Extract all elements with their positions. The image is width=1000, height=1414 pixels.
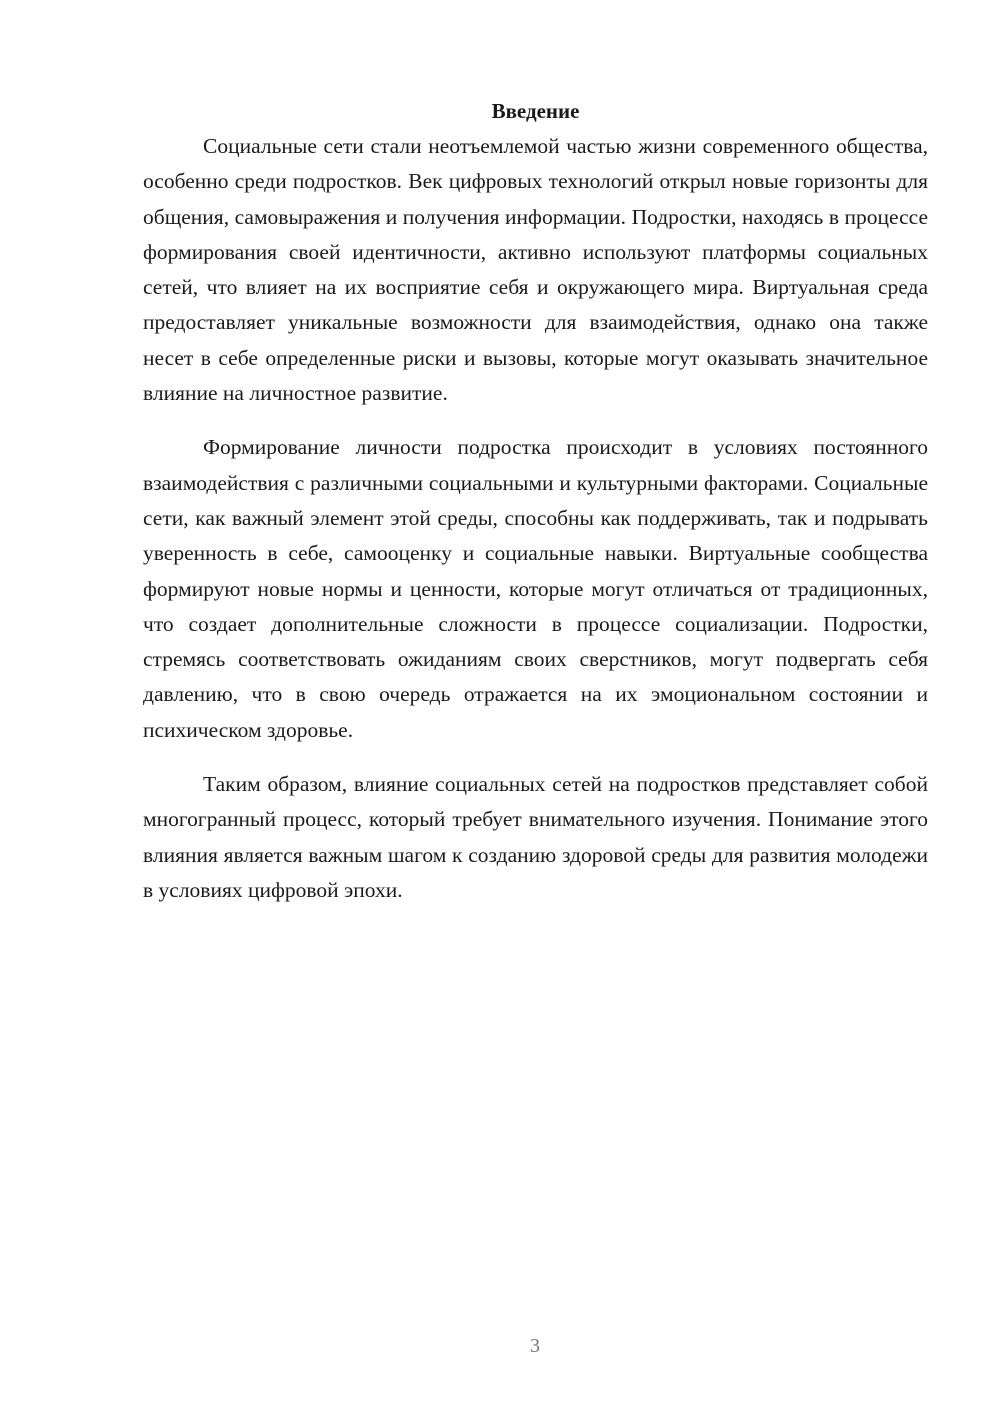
paragraph-3: Таким образом, влияние социальных сетей на подростков представляет собой многогранный процесс, который требует внимательного изучения. Понимание этого влияния является важным шагом к созданию здоровой среды для развития молодежи в условиях цифровой эпохи.	[143, 772, 928, 902]
page-number: 3	[530, 1335, 540, 1357]
section-heading: Введение	[491, 99, 580, 123]
paragraph-1: Социальные сети стали неотъемлемой частью жизни современного общества, особенно среди подростков. Век цифровых технологий открыл новые горизонты для общения, самовыражения и получения информации. Подростки, находясь в процессе формирования своей идентичности, активно используют платформы социальных сетей, что влияет на их восприятие себя и окружающего мира. Виртуальная среда предоставляет уникальные возможности для взаимодействия, однако она также несет в себе определенные риски и вызовы, которые могут оказывать значительное влияние на личностное развитие.	[143, 134, 928, 406]
paragraph-2: Формирование личности подростка происходит в условиях постоянного взаимодействия с различными социальными и культурными факторами. Социальные сети, как важный элемент этой среды, способны как поддерживать, так и подрывать уверенность в себе, самооценку и социальные навыки. Виртуальные сообщества формируют новые нормы и ценности, которые могут отличаться от традиционных, что создает дополнительные сложности в процессе социализации. Подростки, стремясь соответствовать ожиданиям своих сверстников, могут подвергать себя давлению, что в свою очередь отражается на их эмоциональном состоянии и психическом здоровье.	[143, 435, 928, 742]
page-content	[143, 94, 928, 927]
